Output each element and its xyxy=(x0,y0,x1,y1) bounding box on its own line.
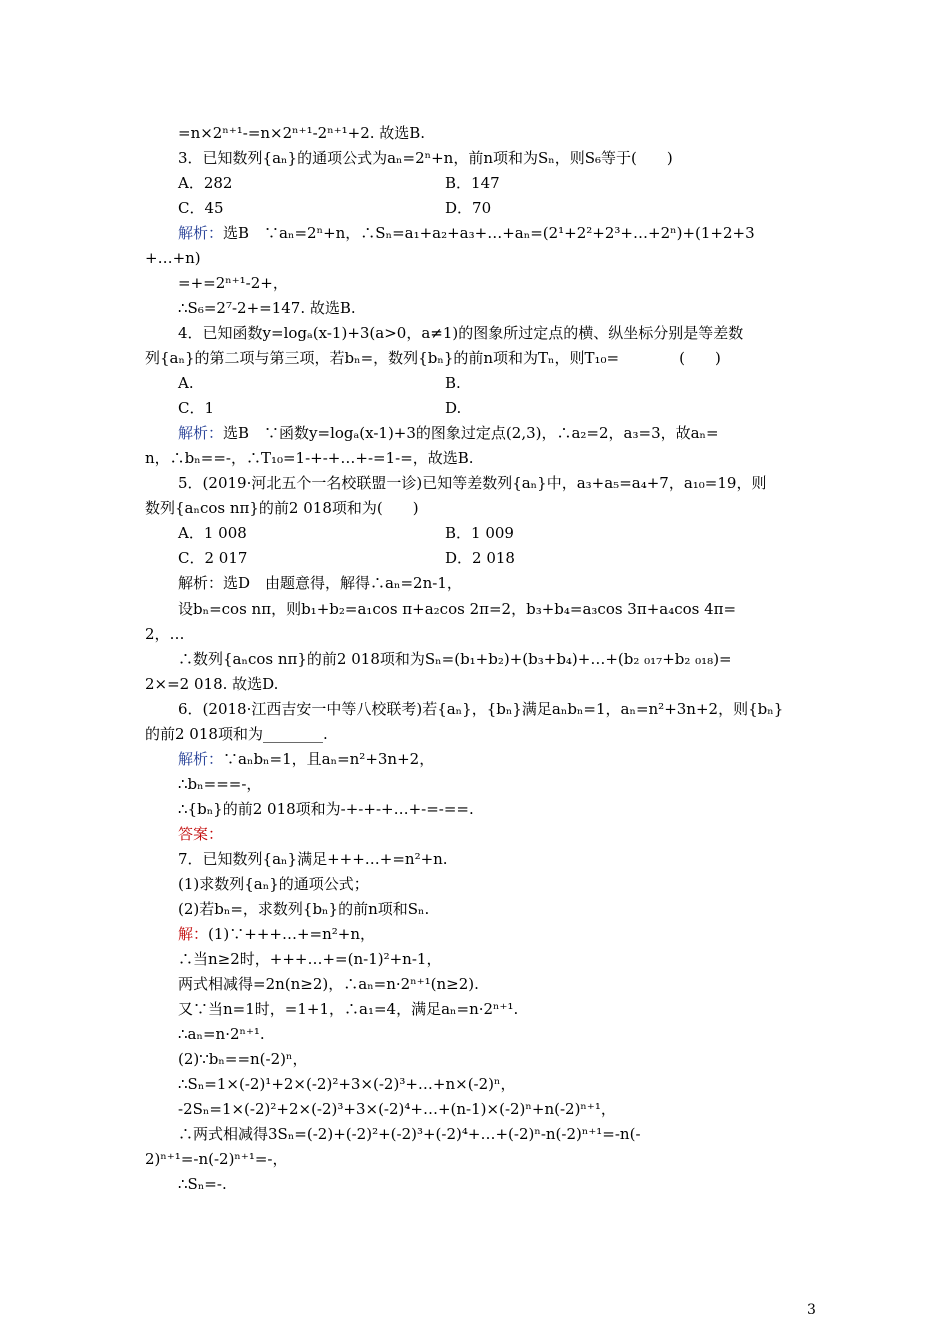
option-d: D．70 xyxy=(445,199,492,217)
line-text: 又∵当n=1时，=1+1，∴a₁=4，满足aₙ=n·2ⁿ⁺¹. xyxy=(178,1000,519,1018)
line-text: -2Sₙ=1×(-2)²+2×(-2)³+3×(-2)⁴+…+(n-1)×(-2)ⁿ+n(-2)ⁿ⁺¹， xyxy=(178,1100,616,1118)
line-text: 选B ∵aₙ=2ⁿ+n，∴Sₙ=a₁+a₂+a₃+…+aₙ=(2¹+2²+2³+…+2ⁿ)+(1+2+3 xyxy=(223,224,755,242)
line-text: 4．已知函数y=logₐ(x-1)+3(a>0，a≠1)的图象所过定点的横、纵坐标分别是等差数 xyxy=(178,324,744,342)
option-c: C．1 xyxy=(178,399,215,417)
line-text: 7．已知数列{aₙ}满足+++…+=n²+n. xyxy=(178,850,448,868)
analysis-label: 解析： xyxy=(178,424,224,442)
text-line xyxy=(145,247,201,269)
text-line xyxy=(145,723,328,745)
text-line xyxy=(178,1123,641,1145)
line-text: 6．(2018·江西吉安一中等八校联考)若{aₙ}，{bₙ}满足aₙbₙ=1，aₙ=n²+3n+2，则{bₙ} xyxy=(178,700,784,718)
option-b: B. xyxy=(445,374,461,392)
text-line xyxy=(178,122,425,144)
analysis-line xyxy=(178,748,434,770)
question-3-stem xyxy=(178,147,673,169)
solution-label: 解： xyxy=(178,925,209,943)
text-line xyxy=(178,598,736,620)
line-text: ∴bₙ===-， xyxy=(178,775,262,793)
question-7-stem xyxy=(178,848,448,870)
option-row xyxy=(178,172,232,194)
line-text: 选B ∵函数y=logₐ(x-1)+3的图象过定点(2,3)，∴a₂=2，a₃=3，故aₙ= xyxy=(223,424,719,442)
line-text: =+=2ⁿ⁺¹-2+， xyxy=(178,274,288,292)
line-text: (2)∵bₙ==n(-2)ⁿ， xyxy=(178,1050,308,1068)
option-row xyxy=(178,522,247,544)
line-text: ∴S₆=2⁷-2+=147. 故选B. xyxy=(178,299,356,317)
text-line xyxy=(178,1073,516,1095)
text-line xyxy=(178,1023,265,1045)
option-row xyxy=(178,372,194,394)
option-a: A．282 xyxy=(178,174,233,192)
line-text: ∴两式相减得3Sₙ=(-2)+(-2)²+(-2)³+(-2)⁴+…+(-2)ⁿ-n(-2)ⁿ⁺¹=-n(- xyxy=(178,1125,641,1143)
answer-label: 答案： xyxy=(178,825,224,843)
text-line xyxy=(178,297,356,319)
line-text: ∴aₙ=n·2ⁿ⁺¹. xyxy=(178,1025,265,1043)
answer-line xyxy=(178,823,223,845)
option-row xyxy=(445,547,515,569)
line-text: (2)若bₙ=，求数列{bₙ}的前n项和Sₙ. xyxy=(178,900,430,918)
text-line xyxy=(178,773,261,795)
line-text: 列{aₙ}的第二项与第三项，若bₙ=，数列{bₙ}的前n项和为Tₙ，则T₁₀= ( ) xyxy=(145,349,721,367)
line-text: ∴数列{aₙcos nπ}的前2 018项和为Sₙ=(b₁+b₂)+(b₃+b₄)+…+(b₂ ₀₁₇+b₂ ₀₁₈)= xyxy=(178,650,732,668)
option-a: A. xyxy=(178,374,194,392)
line-text: ∴Sₙ=1×(-2)¹+2×(-2)²+3×(-2)³+…+n×(-2)ⁿ， xyxy=(178,1075,516,1093)
analysis-line xyxy=(178,572,462,594)
text-line xyxy=(145,347,721,369)
analysis-label: 解析： xyxy=(178,224,224,242)
line-text: ∴{bₙ}的前2 018项和为-+-+-+…+-=-==. xyxy=(178,800,474,818)
line-text: 3．已知数列{aₙ}的通项公式为aₙ=2ⁿ+n，前n项和为Sₙ，则S₆等于( ) xyxy=(178,149,673,167)
option-d: D．2 018 xyxy=(445,549,515,567)
text-line xyxy=(178,272,288,294)
text-line xyxy=(178,798,474,820)
option-row xyxy=(445,197,491,219)
line-text: ∵aₙbₙ=1，且aₙ=n²+3n+2， xyxy=(223,750,435,768)
option-row xyxy=(178,197,224,219)
line-text: 数列{aₙcos nπ}的前2 018项和为( ) xyxy=(145,499,419,517)
text-line xyxy=(145,623,185,645)
line-text: (1)求数列{aₙ}的通项公式； xyxy=(178,875,369,893)
text-line xyxy=(178,873,369,895)
text-line xyxy=(145,673,278,695)
option-row xyxy=(178,397,214,419)
text-line xyxy=(145,447,474,469)
line-text: 设bₙ=cos nπ，则b₁+b₂=a₁cos π+a₂cos 2π=2，b₃+b₄=a₃cos 3π+a₄cos 4π= xyxy=(178,600,737,618)
line-text: 2，… xyxy=(145,625,185,643)
line-text: =n×2ⁿ⁺¹-=n×2ⁿ⁺¹-2ⁿ⁺¹+2. 故选B. xyxy=(178,124,426,142)
option-b: B．1 009 xyxy=(445,524,514,542)
text-line xyxy=(178,898,429,920)
option-b: B．147 xyxy=(445,174,500,192)
question-4-stem xyxy=(178,322,743,344)
line-text: +…+n) xyxy=(145,249,201,267)
line-text: 的前2 018项和为________. xyxy=(145,725,328,743)
text-line xyxy=(145,1148,288,1170)
analysis-line xyxy=(178,222,755,244)
option-row xyxy=(178,547,247,569)
option-row xyxy=(445,372,461,394)
text-line xyxy=(178,998,518,1020)
option-c: C．2 017 xyxy=(178,549,248,567)
option-d: D. xyxy=(445,399,462,417)
text-line xyxy=(178,973,479,995)
line-text: 两式相减得=2n(n≥2)，∴aₙ=n·2ⁿ⁺¹(n≥2). xyxy=(178,975,479,993)
solution-line xyxy=(178,923,375,945)
line-text: 选D 由题意得，解得∴aₙ=2n-1， xyxy=(223,574,462,592)
question-5-stem xyxy=(178,472,766,494)
line-text: ∴当n≥2时，+++…+=(n-1)²+n-1， xyxy=(178,950,442,968)
line-text: 2×=2 018. 故选D. xyxy=(145,675,279,693)
line-text: n，∴bₙ==-，∴T₁₀=1-+-+…+-=1-=，故选B. xyxy=(145,449,474,467)
option-row xyxy=(445,172,500,194)
line-text: (1)∵+++…+=n²+n， xyxy=(208,925,376,943)
line-text: ∴Sₙ=-. xyxy=(178,1175,227,1193)
line-text: 5．(2019·河北五个一名校联盟一诊)已知等差数列{aₙ}中，a₃+a₅=a₄+7，a₁₀=19，则 xyxy=(178,474,767,492)
page-number: 3 xyxy=(807,1302,816,1318)
option-c: C．45 xyxy=(178,199,224,217)
text-line xyxy=(178,1048,308,1070)
text-line xyxy=(178,648,732,670)
option-a: A．1 008 xyxy=(178,524,247,542)
line-text: 2)ⁿ⁺¹=-n(-2)ⁿ⁺¹=-， xyxy=(145,1150,288,1168)
text-line xyxy=(178,1098,616,1120)
analysis-line xyxy=(178,422,719,444)
question-6-stem xyxy=(178,698,783,720)
analysis-label: 解析： xyxy=(178,750,224,768)
text-line xyxy=(178,948,441,970)
analysis-label: 解析： xyxy=(178,574,224,592)
text-line xyxy=(178,1173,227,1195)
option-row xyxy=(445,522,514,544)
text-line xyxy=(145,497,419,519)
option-row xyxy=(445,397,461,419)
